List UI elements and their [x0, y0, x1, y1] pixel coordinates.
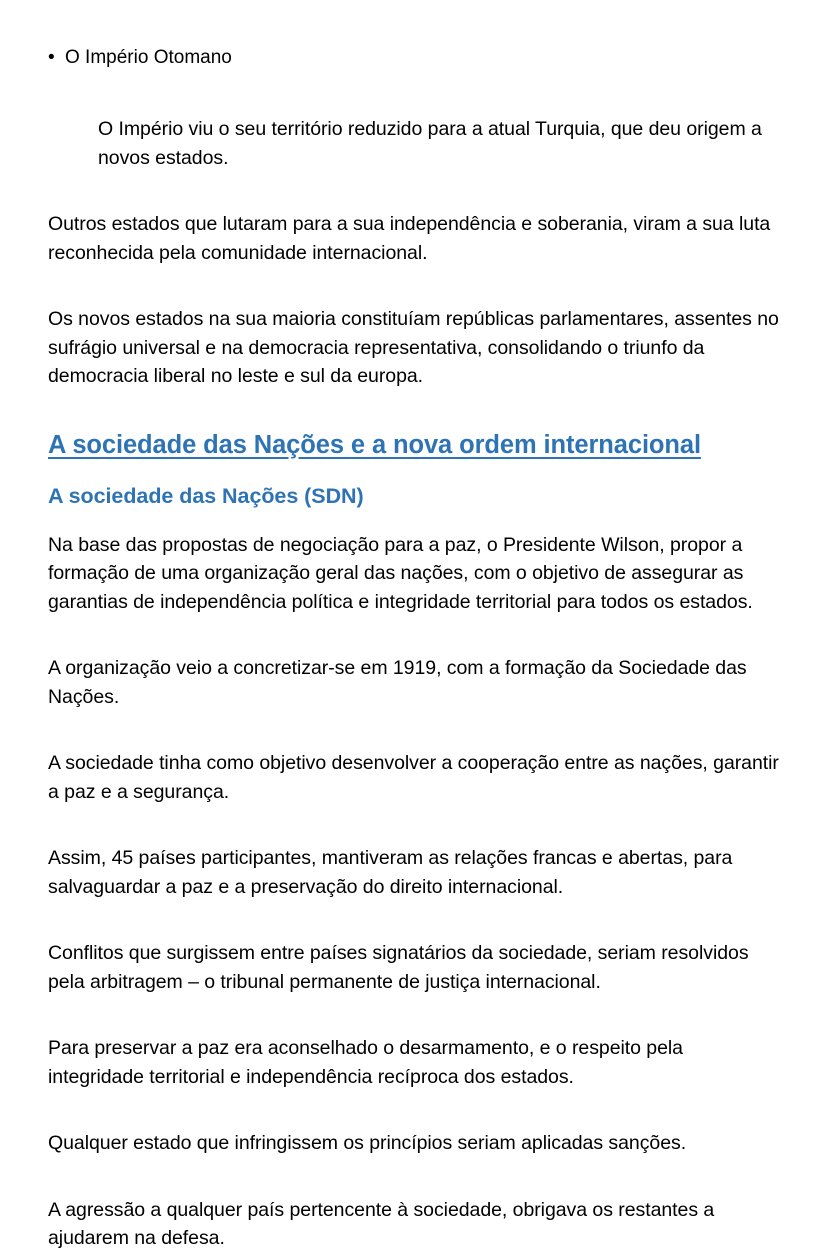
paragraph-outros-estados: Outros estados que lutaram para a sua independência e soberania, viram a sua luta reconhecida pela comunidade internacional.	[48, 213, 771, 264]
paragraph-imperio-territorio: O Império viu o seu território reduzido para a atual Turquia, que deu origem a novos estados.	[98, 118, 762, 169]
document-content	[48, 44, 783, 1253]
paragraph-agressao-defesa: A agressão a qualquer país pertencente à sociedade, obrigava os restantes a ajudarem na defesa.	[48, 1198, 715, 1249]
paragraph-conflitos-arbitragem: Conflitos que surgissem entre países signatários da sociedade, seriam resolvidos pela arbitragem – o tribunal permanente de justiça internacional.	[48, 942, 749, 993]
paragraph-propostas-wilson: Na base das propostas de negociação para a paz, o Presidente Wilson, propor a formação de uma organização geral das nações, com o objetivo de assegurar as garantias de independência política e integridade territorial para todos os estados.	[48, 533, 753, 613]
paragraph-novos-estados-republicas: Os novos estados na sua maioria constituíam repúblicas parlamentares, assentes no sufrágio universal e na democracia representativa, consolidando o triunfo da democracia liberal no leste e sul da europa.	[48, 308, 779, 387]
paragraph-desarmamento: Para preservar a paz era aconselhado o desarmamento, e o respeito pela integridade territorial e independência recíproca dos estados.	[48, 1037, 683, 1088]
heading-sociedade-nacoes-sdn: A sociedade das Nações (SDN)	[48, 483, 364, 508]
paragraph-organizacao-1919: A organização veio a concretizar-se em 1919, com a formação da Sociedade das Nações.	[48, 657, 747, 708]
paragraph-45-paises: Assim, 45 países participantes, mantiveram as relações francas e abertas, para salvaguardar a paz e a preservação do direito internacional.	[48, 847, 733, 898]
paragraph-objetivo-cooperacao: A sociedade tinha como objetivo desenvolver a cooperação entre as nações, garantir a paz e a segurança.	[48, 752, 779, 803]
heading-sociedade-nacoes-nova-ordem: A sociedade das Nações e a nova ordem internacional	[48, 430, 701, 459]
bullet-item-imperio-otomano: • O Império Otomano	[48, 44, 783, 71]
bullet-list-imperios	[48, 44, 783, 71]
paragraph-sancoes: Qualquer estado que infringissem os princípios seriam aplicadas sanções.	[48, 1132, 687, 1154]
